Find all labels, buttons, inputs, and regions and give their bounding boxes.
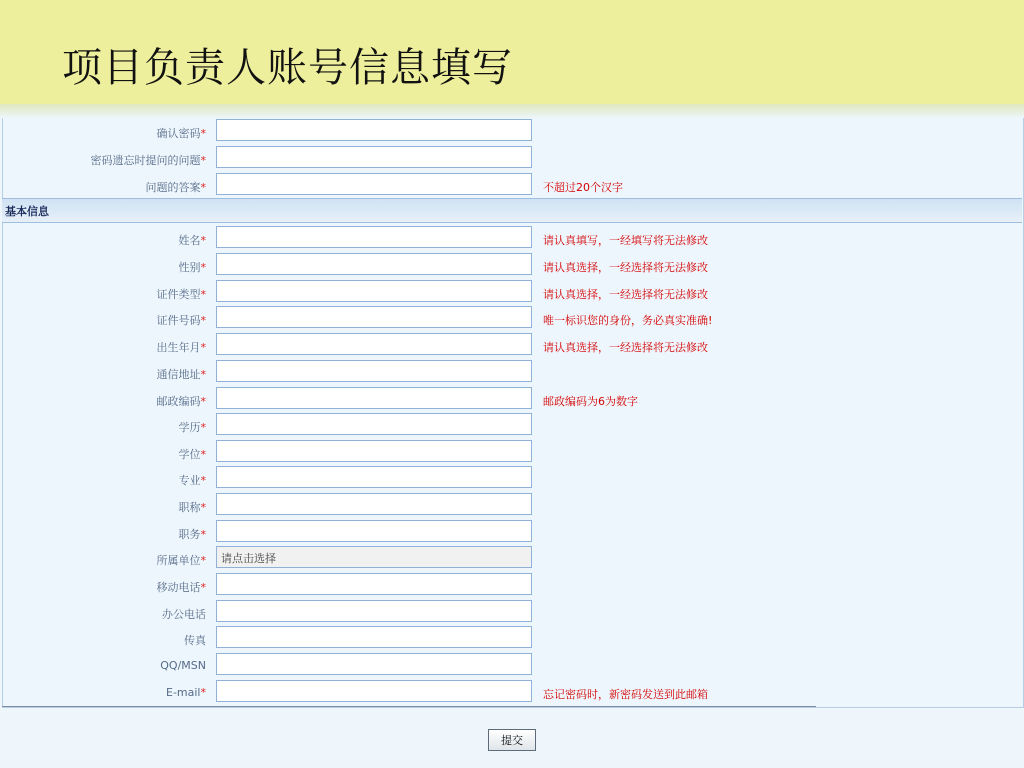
field-label: 邮政编码* — [156, 395, 206, 408]
field-hint: 请认真选择，一经选择将无法修改 — [543, 341, 708, 354]
field-label: 证件号码* — [156, 314, 206, 327]
name-input[interactable] — [216, 226, 532, 248]
required-marker: * — [200, 261, 206, 274]
security-question-input[interactable] — [216, 146, 532, 168]
form-row-address — [0, 360, 1024, 386]
form-row-fax — [0, 626, 1024, 652]
gender-input[interactable] — [216, 253, 532, 275]
form-row-security-answer — [0, 173, 1024, 199]
form-row-position — [0, 520, 1024, 546]
form-row-confirm-password — [0, 119, 1024, 145]
field-label: 学位* — [178, 448, 206, 461]
required-marker: * — [200, 474, 206, 487]
field-label: 职称* — [178, 501, 206, 514]
form-row-organization — [0, 546, 1024, 572]
field-label: 传真 — [184, 634, 206, 647]
field-label: 办公电话 — [162, 608, 206, 621]
required-marker: * — [200, 341, 206, 354]
required-marker: * — [200, 581, 206, 594]
mobile-phone-input[interactable] — [216, 573, 532, 595]
required-marker: * — [200, 288, 206, 301]
field-label: 所属单位* — [156, 554, 206, 567]
field-label: 证件类型* — [156, 288, 206, 301]
form-row-office-phone — [0, 600, 1024, 626]
form-row-gender — [0, 253, 1024, 279]
field-label: 移动电话* — [156, 581, 206, 594]
email-input[interactable] — [216, 680, 532, 702]
qq-msn-input[interactable] — [216, 653, 532, 675]
form-row-birth-date — [0, 333, 1024, 359]
field-hint: 请认真选择，一经选择将无法修改 — [543, 261, 708, 274]
required-marker: * — [200, 501, 206, 514]
field-hint: 请认真选择，一经选择将无法修改 — [543, 288, 708, 301]
submit-button[interactable]: 提交 — [488, 729, 536, 751]
required-marker: * — [200, 686, 206, 699]
fax-input[interactable] — [216, 626, 532, 648]
form-row-name — [0, 226, 1024, 252]
confirm-password-input[interactable] — [216, 119, 532, 141]
required-marker: * — [200, 368, 206, 381]
id-type-input[interactable] — [216, 280, 532, 302]
field-label: QQ/MSN — [160, 659, 206, 672]
postal-code-input[interactable] — [216, 387, 532, 409]
form-row-id-type — [0, 280, 1024, 306]
field-label: 密码遗忘时提问的问题* — [90, 154, 206, 167]
form-row-mobile-phone — [0, 573, 1024, 599]
office-phone-input[interactable] — [216, 600, 532, 622]
organization-selector[interactable]: 请点击选择 — [216, 546, 532, 568]
address-input[interactable] — [216, 360, 532, 382]
field-label: 确认密码* — [156, 127, 206, 140]
field-label: 通信地址* — [156, 368, 206, 381]
required-marker: * — [200, 234, 206, 247]
required-marker: * — [200, 154, 206, 167]
field-hint: 不超过20个汉字 — [543, 181, 623, 194]
education-input[interactable] — [216, 413, 532, 435]
required-marker: * — [200, 395, 206, 408]
field-label: 出生年月* — [156, 341, 206, 354]
form-row-qq-msn — [0, 653, 1024, 679]
required-marker: * — [200, 448, 206, 461]
id-number-input[interactable] — [216, 306, 532, 328]
field-hint: 请认真填写，一经填写将无法修改 — [543, 234, 708, 247]
field-hint: 邮政编码为6为数字 — [543, 395, 638, 408]
professional-title-input[interactable] — [216, 493, 532, 515]
form-row-security-question — [0, 146, 1024, 172]
required-marker: * — [200, 127, 206, 140]
field-label: 专业* — [178, 474, 206, 487]
required-marker: * — [200, 314, 206, 327]
page-title: 项目负责人账号信息填写 — [62, 45, 513, 91]
field-label: 学历* — [178, 421, 206, 434]
major-input[interactable] — [216, 466, 532, 488]
security-answer-input[interactable] — [216, 173, 532, 195]
form-bottom-divider — [2, 706, 816, 707]
degree-input[interactable] — [216, 440, 532, 462]
section-title: 基本信息 — [5, 205, 49, 218]
required-marker: * — [200, 181, 206, 194]
field-label: 职务* — [178, 528, 206, 541]
field-label: E-mail* — [166, 686, 206, 699]
field-hint: 忘记密码时，新密码发送到此邮箱 — [543, 688, 708, 701]
field-label: 性别* — [178, 261, 206, 274]
form-row-postal-code — [0, 387, 1024, 413]
form-row-degree — [0, 440, 1024, 466]
form-row-id-number — [0, 306, 1024, 332]
required-marker: * — [200, 554, 206, 567]
form-row-education — [0, 413, 1024, 439]
form-row-major — [0, 466, 1024, 492]
required-marker: * — [200, 421, 206, 434]
required-marker: * — [200, 528, 206, 541]
section-header-basic-info — [2, 198, 1022, 223]
position-input[interactable] — [216, 520, 532, 542]
banner-divider — [0, 104, 1024, 118]
field-label: 姓名* — [178, 234, 206, 247]
field-label: 问题的答案* — [145, 181, 206, 194]
birth-date-input[interactable] — [216, 333, 532, 355]
field-hint: 唯一标识您的身份，务必真实准确! — [543, 314, 713, 327]
form-row-professional-title — [0, 493, 1024, 519]
form-row-email — [0, 680, 1024, 706]
